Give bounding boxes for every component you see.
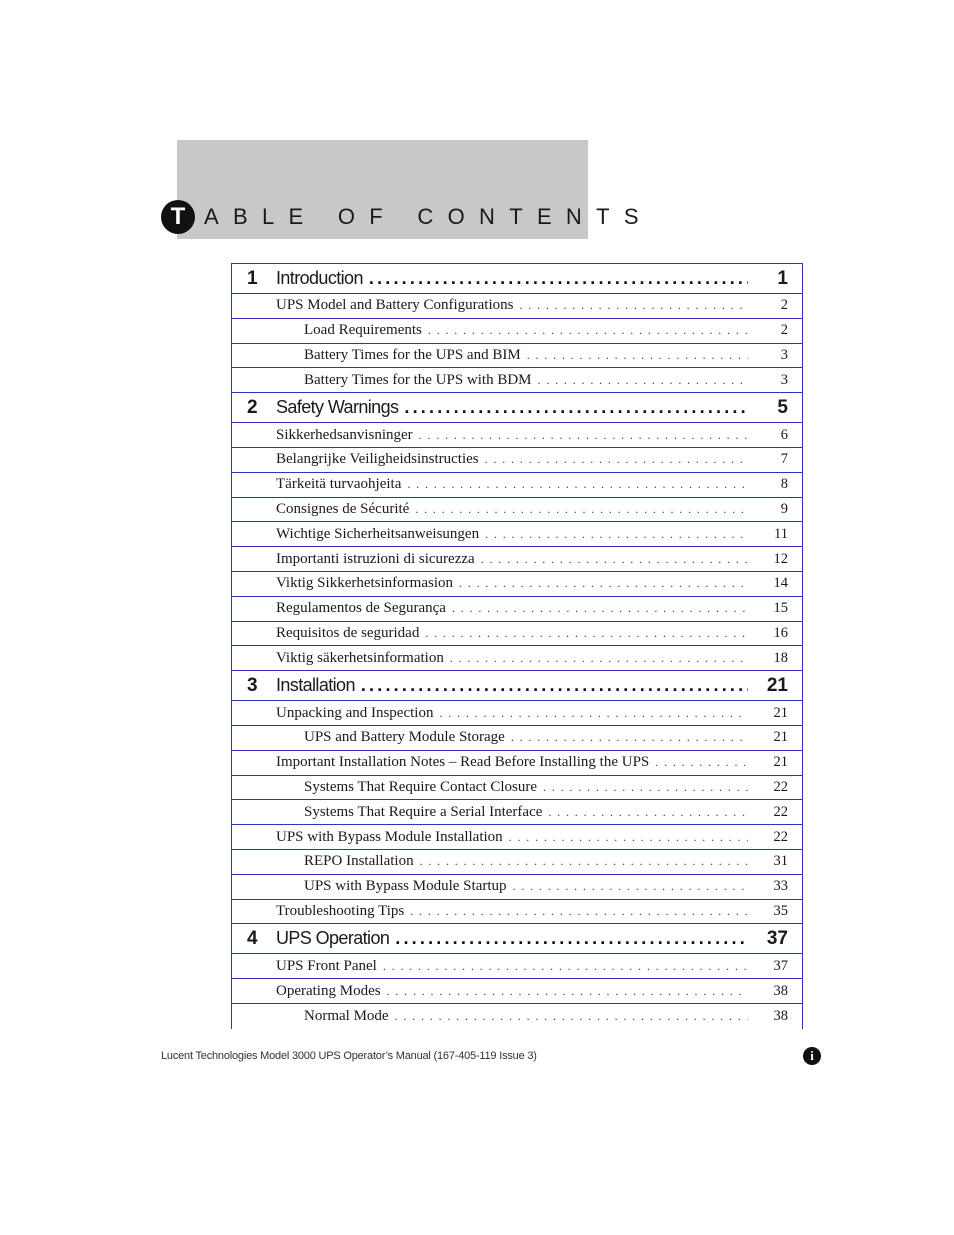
toc-entry-row[interactable]: [231, 900, 803, 925]
entry-title: Systems That Require a Serial Interface: [304, 803, 543, 820]
entry-title: Battery Times for the UPS with BDM: [304, 371, 532, 388]
dot-leader: [511, 726, 748, 750]
entry-title: Regulamentos de Segurança: [276, 600, 446, 617]
toc-entry-row[interactable]: [231, 646, 803, 671]
page-number: 6: [780, 426, 788, 443]
dot-leader: [548, 800, 748, 824]
dot-leader: [459, 572, 748, 596]
chapter-title: Introduction: [276, 268, 363, 288]
page-number: 31: [773, 853, 788, 870]
chapter-number: 2: [247, 396, 258, 418]
entry-title: REPO Installation: [304, 853, 414, 870]
dot-leader: [527, 344, 748, 368]
entry-title: Load Requirements: [304, 322, 422, 339]
dot-leader: [425, 622, 748, 646]
dot-leader: [420, 850, 748, 874]
chapter-number: 4: [247, 927, 258, 949]
dot-leader: [485, 448, 748, 472]
page-number: 2: [780, 297, 788, 314]
chapter-number: 3: [247, 674, 258, 696]
page-number: 33: [773, 878, 788, 895]
toc-entry-row[interactable]: [231, 498, 803, 523]
toc-entry-row[interactable]: [231, 448, 803, 473]
chapter-title: Installation: [276, 675, 355, 696]
dot-leader: [387, 979, 748, 1003]
page-number: 16: [773, 624, 788, 641]
dot-leader: [513, 875, 748, 899]
dot-leader: [404, 393, 748, 422]
toc-entry-row[interactable]: [231, 473, 803, 498]
dot-leader: [485, 522, 748, 546]
entry-title: Viktig säkerhetsinformation: [276, 649, 444, 666]
toc-entry-row[interactable]: [231, 597, 803, 622]
toc-entry-row[interactable]: [231, 344, 803, 369]
page-number: 38: [773, 982, 788, 999]
entry-title: Sikkerhedsanvisninger: [276, 426, 413, 443]
toc-entry-row[interactable]: [231, 294, 803, 319]
chapter-number: 1: [247, 267, 258, 289]
dot-leader: [655, 751, 748, 775]
entry-title: Consignes de Sécurité: [276, 500, 410, 517]
page-number: 3: [780, 371, 788, 388]
entry-title: Viktig Sikkerhetsinformasion: [276, 575, 453, 592]
entry-title: Important Installation Notes – Read Before Installing the UPS: [276, 754, 650, 771]
toc-entry-row[interactable]: [231, 423, 803, 448]
entry-title: Requisitos de seguridad: [276, 624, 420, 641]
page-number: 22: [773, 828, 788, 845]
page-number: 9: [780, 500, 788, 517]
entry-title: UPS Front Panel: [276, 957, 377, 974]
dot-leader: [481, 547, 748, 571]
page-number: 1: [777, 267, 788, 289]
entry-title: Unpacking and Inspection: [276, 704, 434, 721]
toc-entry-row[interactable]: [231, 751, 803, 776]
toc-entry-row[interactable]: [231, 1004, 803, 1029]
dot-leader: [439, 701, 748, 725]
toc-chapter-row[interactable]: [231, 393, 803, 423]
dot-leader: [383, 954, 748, 978]
dot-leader: [369, 264, 748, 293]
entry-title: Importanti istruzioni di sicurezza: [276, 550, 475, 567]
dot-leader: [519, 294, 748, 318]
toc-entry-row[interactable]: [231, 319, 803, 344]
page-number: 18: [773, 649, 788, 666]
page-number: 37: [773, 957, 788, 974]
toc-entry-row[interactable]: [231, 850, 803, 875]
chapter-title: UPS Operation: [276, 928, 390, 949]
page-number: 3: [780, 346, 788, 363]
toc-entry-row[interactable]: [231, 954, 803, 979]
page-number: 14: [773, 575, 788, 592]
dot-leader: [395, 1004, 748, 1029]
page-number: 15: [773, 600, 788, 617]
page-number: 22: [773, 803, 788, 820]
toc-entry-row[interactable]: [231, 800, 803, 825]
page-number: 21: [773, 729, 788, 746]
page-number-icon: i: [803, 1047, 821, 1065]
dot-leader: [415, 498, 748, 522]
dot-leader: [410, 900, 748, 924]
entry-title: Normal Mode: [304, 1007, 389, 1024]
toc-entry-row[interactable]: [231, 701, 803, 726]
dot-leader: [361, 671, 748, 700]
dot-leader: [450, 646, 748, 670]
entry-title: UPS with Bypass Module Startup: [304, 878, 507, 895]
page-number: 2: [780, 322, 788, 339]
title-initial-badge: T: [161, 200, 195, 234]
page-number: 38: [773, 1007, 788, 1024]
toc-entry-row[interactable]: [231, 979, 803, 1004]
page-number: 21: [766, 674, 788, 696]
entry-title: UPS with Bypass Module Installation: [276, 828, 503, 845]
dot-leader: [419, 423, 748, 447]
entry-title: Systems That Require Contact Closure: [304, 778, 538, 795]
entry-title: Tärkeitä turvaohjeita: [276, 476, 402, 493]
dot-leader: [509, 825, 748, 849]
toc-chapter-row[interactable]: [231, 264, 803, 294]
toc-entry-row[interactable]: [231, 875, 803, 900]
page-number: 12: [773, 550, 788, 567]
page-number: 8: [780, 476, 788, 493]
dot-leader: [395, 924, 748, 953]
table-of-contents: [231, 263, 803, 1029]
toc-entry-row[interactable]: [231, 622, 803, 647]
entry-title: Troubleshooting Tips: [276, 902, 405, 919]
chapter-title: Safety Warnings: [276, 397, 399, 418]
dot-leader: [428, 319, 748, 343]
entry-title: UPS Model and Battery Configurations: [276, 297, 514, 314]
toc-entry-row[interactable]: [231, 572, 803, 597]
dot-leader: [538, 368, 748, 392]
dot-leader: [452, 597, 748, 621]
toc-entry-row[interactable]: [231, 726, 803, 751]
page-number: 21: [773, 754, 788, 771]
footer-text: Lucent Technologies Model 3000 UPS Operator’s Manual (167-405-119 Issue 3): [161, 1050, 537, 1062]
dot-leader: [407, 473, 748, 497]
entry-title: Battery Times for the UPS and BIM: [304, 346, 521, 363]
page-number: 21: [773, 704, 788, 721]
toc-entry-row[interactable]: [231, 825, 803, 850]
entry-title: UPS and Battery Module Storage: [304, 729, 505, 746]
toc-entry-row[interactable]: [231, 776, 803, 801]
toc-entry-row[interactable]: [231, 547, 803, 572]
page-title: ABLE OF CONTENTS: [204, 204, 653, 229]
toc-entry-row[interactable]: [231, 522, 803, 547]
entry-title: Wichtige Sicherheitsanweisungen: [276, 525, 480, 542]
page-number: 35: [773, 902, 788, 919]
page-number: 11: [774, 525, 788, 542]
toc-chapter-row[interactable]: [231, 671, 803, 701]
dot-leader: [543, 776, 748, 800]
toc-entry-row[interactable]: [231, 368, 803, 393]
entry-title: Belangrijke Veiligheidsinstructies: [276, 451, 479, 468]
page-number: 7: [780, 451, 788, 468]
entry-title: Operating Modes: [276, 982, 381, 999]
page-number: 22: [773, 778, 788, 795]
page-number: 5: [777, 396, 788, 418]
page-number: 37: [766, 927, 788, 949]
toc-chapter-row[interactable]: [231, 924, 803, 954]
